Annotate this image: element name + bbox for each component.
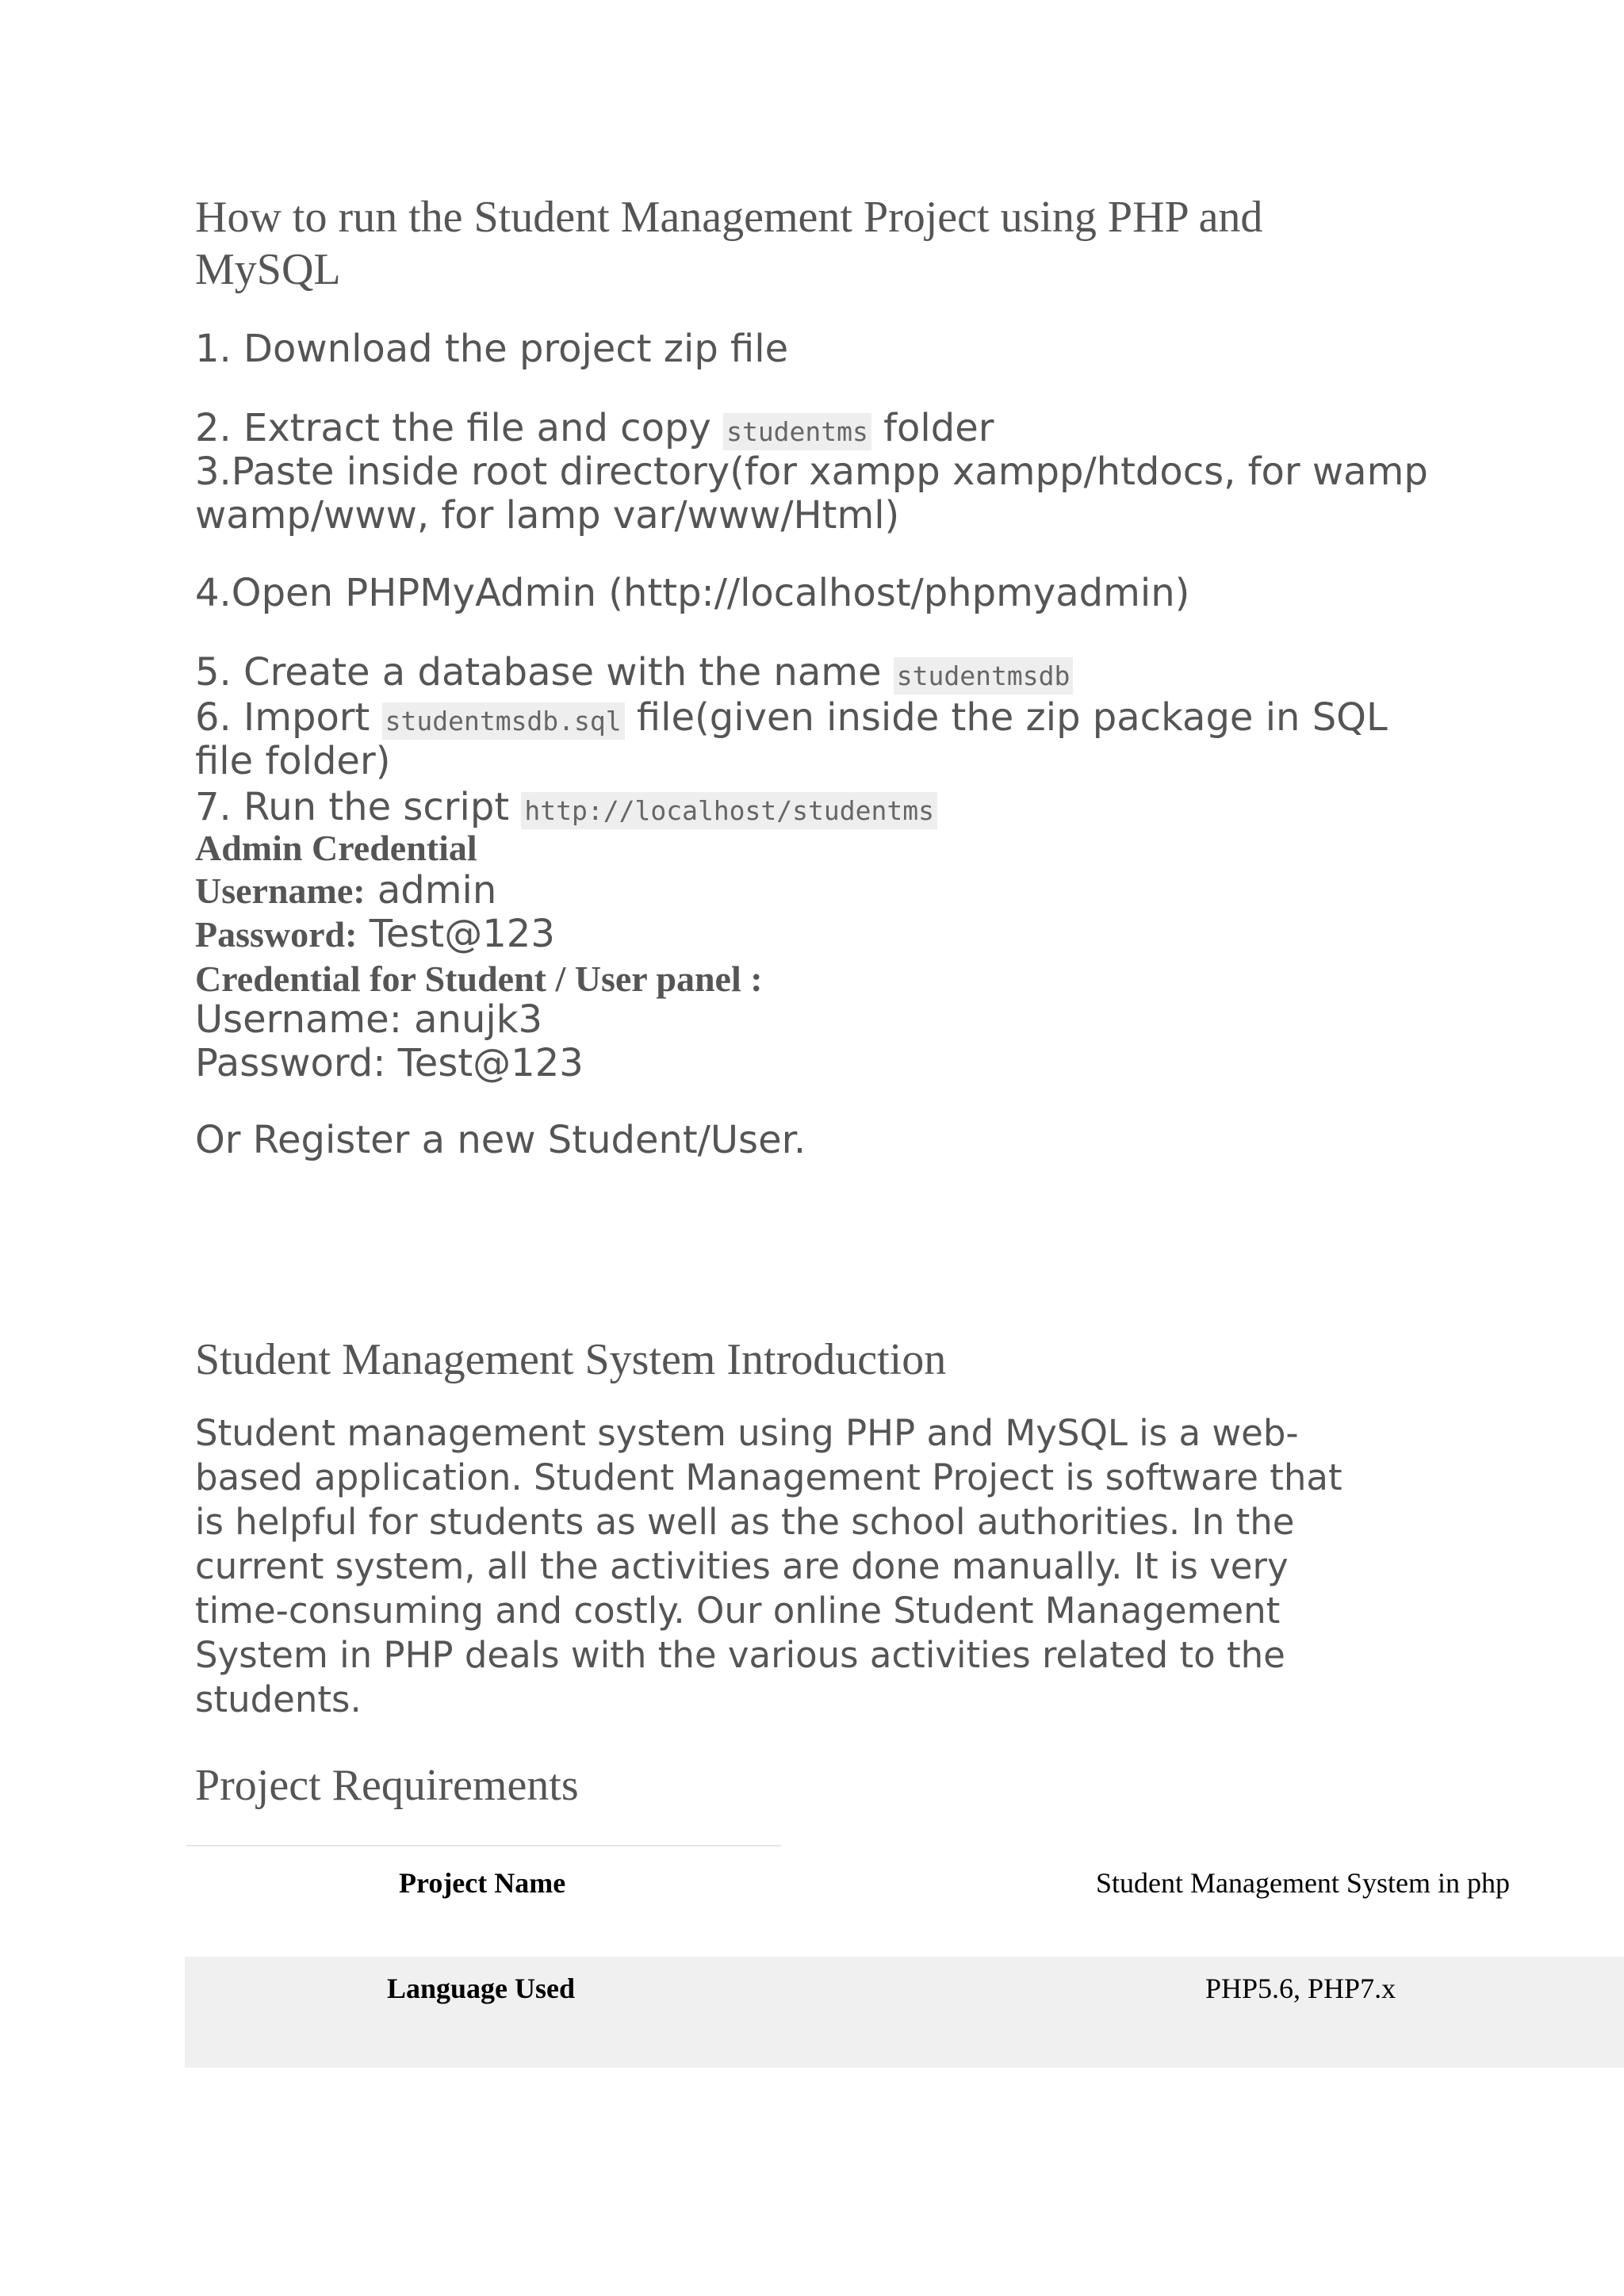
step-3-line2: wamp/www, for lamp var/www/Html) [195,493,900,538]
intro-line: is helpful for students as well as the school authorities. In the [195,1501,1295,1543]
step-6-text: 6. Import [195,695,382,740]
table-cell-value: PHP5.6, PHP7.x [1205,1973,1396,2004]
intro-line: current system, all the activities are done manually. It is very [195,1545,1289,1587]
intro-line: students. [195,1678,362,1720]
step-2-post: folder [871,406,994,450]
step-5-code: studentmsdb [894,657,1074,695]
intro-paragraph [195,1411,1416,1722]
step-2-code: studentms [723,413,871,450]
step-6-code: studentmsdb.sql [382,702,625,740]
admin-username-value: admin [365,868,497,913]
user-credential-heading: Credential for Student / User panel : [195,959,763,999]
admin-password-line [195,912,555,956]
admin-username-label: Username: [195,871,366,911]
step-2 [195,406,994,450]
step-3-line1: 3.Paste inside root directory(for xampp xampp/htdocs, for wamp [195,450,1428,494]
user-username: Username: anujk3 [195,997,543,1042]
step-5 [195,650,1073,695]
install-title-line1: How to run the Student Management Project using PHP and [195,193,1263,242]
intro-line: based application. Student Management Project is software that [195,1456,1342,1498]
step-7 [195,785,937,829]
table-cell-value: Student Management System in php [1096,1867,1510,1899]
step-2-text: 2. Extract the file and copy [195,406,724,450]
intro-title: Student Management System Introduction [195,1335,947,1384]
intro-line: Student management system using PHP and MySQL is a web- [195,1412,1299,1454]
admin-username-line [195,868,496,913]
step-7-text: 7. Run the script [195,785,522,829]
user-password: Password: Test@123 [195,1041,584,1085]
step-4: 4.Open PHPMyAdmin (http://localhost/phpmyadmin) [195,571,1190,615]
admin-password-value: Test@123 [357,912,555,956]
requirements-title: Project Requirements [195,1761,579,1810]
install-title-line2: MySQL [195,245,341,294]
step-5-text: 5. Create a database with the name [195,650,894,695]
table-cell-label: Project Name [399,1867,566,1899]
step-7-code: http://localhost/studentms [521,792,937,829]
step-6-line2: file folder) [195,739,391,783]
step-6-post: file(given inside the zip package in SQL [624,695,1388,740]
intro-line: System in PHP deals with the various activities related to the [195,1634,1285,1676]
table-top-divider [186,1845,781,1846]
table-cell-label: Language Used [387,1973,576,2004]
admin-credential-heading: Admin Credential [195,828,477,868]
admin-password-label: Password: [195,914,358,955]
step-1: 1. Download the project zip file [195,327,789,371]
intro-line: time-consuming and costly. Our online Student Management [195,1590,1281,1632]
register-note: Or Register a new Student/User. [195,1118,806,1162]
step-6 [195,695,1388,740]
